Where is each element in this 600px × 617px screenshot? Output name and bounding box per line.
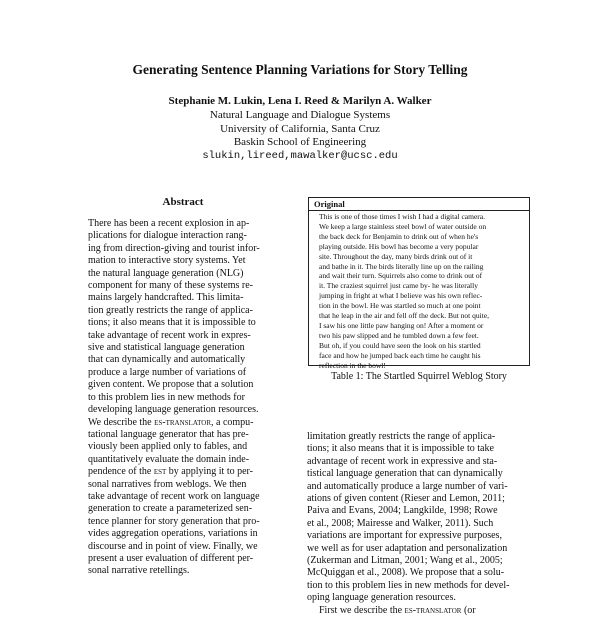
figure-line: the back deck for Benjamin to drink out of when he's xyxy=(319,231,479,241)
figure-line: jumping in fright at what I believe was his own reflec- xyxy=(319,291,483,301)
abstract-line: tion greatly restricts the range of applica- xyxy=(88,304,253,316)
figure-table xyxy=(308,197,530,370)
abstract-line: developing language generation resources. xyxy=(88,404,259,416)
figure-line: it. The craziest squirrel just came by- he was literally xyxy=(319,281,478,291)
abstract-body xyxy=(88,218,284,578)
abstract-line: quantitatively evaluate the domain inde- xyxy=(88,453,250,465)
abstract-heading: Abstract xyxy=(162,196,204,208)
affiliation-line: Baskin School of Engineering xyxy=(233,136,367,149)
abstract-line: mains largely handcrafted. This limita- xyxy=(88,292,244,304)
abstract-line: that can dynamically and automatically xyxy=(88,354,246,366)
abstract-line: mation to interactive story systems. Yet xyxy=(88,255,246,267)
abstract-line: component for many of these systems re- xyxy=(88,280,253,292)
body-line: tistical language generation that can dynamically xyxy=(307,468,503,480)
abstract-line: take advantage of recent work in expres- xyxy=(88,329,251,341)
abstract-line: sive and statistical language generation xyxy=(88,342,245,354)
body-line: limitation greatly restricts the range of applica- xyxy=(307,431,496,442)
figure-line: and wait their turn. Squirrels also come to drink out of xyxy=(319,271,483,281)
abstract-line: given content. We propose that a solution xyxy=(88,379,254,391)
body-line: ations of given content (Rieser and Lemon, 2011; xyxy=(307,493,505,505)
abstract-line: vides aggregation operations, variations in xyxy=(88,528,258,540)
abstract-line: present a user evaluation of different per- xyxy=(88,552,254,564)
figure-caption: Table 1: The Startled Squirrel Weblog Story xyxy=(331,371,507,382)
figure-line: face and how he jumped back each time he caught his xyxy=(319,350,481,360)
abstract-line: the natural language generation (NLG) xyxy=(88,267,244,279)
abstract-line: sonal narratives from weblogs. We then xyxy=(88,478,247,490)
author-names: Stephanie M. Lukin, Lena I. Reed & Marilyn A. Walker xyxy=(168,95,432,107)
abstract-line: We describe the es-translator, a compu- xyxy=(88,416,254,428)
abstract-line: tence planner for story generation that pro- xyxy=(88,515,260,527)
abstract-line: viously been applied only to fables, and xyxy=(88,441,248,453)
figure-header: Original xyxy=(309,198,529,211)
body-line: First we describe the es-translator (or xyxy=(319,604,476,616)
figure-story-text xyxy=(319,212,489,371)
body-line: Paiva and Evans, 2004; Langkilde, 1998; Rowe xyxy=(307,505,498,517)
author-block xyxy=(0,95,600,164)
figure-line: I saw his one little paw hanging on! After a moment or xyxy=(319,320,484,330)
affiliation-line: University of California, Santa Cruz xyxy=(220,122,380,135)
body-line: advantage of recent work in expressive and sta- xyxy=(307,455,498,467)
body-line: tion to this problem lies in new methods for devel- xyxy=(307,579,510,591)
body-line: oping language generation resources. xyxy=(307,592,456,604)
figure-line: two his paw slipped and he tumbled down a few feet. xyxy=(319,330,479,340)
body-text-right-column xyxy=(307,431,532,617)
figure-line: and bathe in it. The birds literally line up on the railing xyxy=(319,261,484,271)
paper-title: Generating Sentence Planning Variations for Story Telling xyxy=(132,62,468,77)
abstract-line: take advantage of recent work on language xyxy=(88,490,260,502)
author-email: slukin,lireed,mawalker@ucsc.edu xyxy=(202,150,398,163)
figure-line: This is one of those times I wish I had a digital camera. xyxy=(319,212,485,221)
abstract-line: to this problem lies in new methods for xyxy=(88,391,245,403)
abstract-line: There has been a recent explosion in ap- xyxy=(88,218,250,229)
figure-line: tion in the bowl. He was startled so much at one point xyxy=(319,301,481,311)
abstract-line: ing from direction-giving and tourist infor- xyxy=(88,242,260,254)
figure-line: We keep a large stainless steel bowl of water outside on xyxy=(319,221,487,231)
body-line: variations are important for expressive purposes, xyxy=(307,530,502,542)
affiliation-line: Natural Language and Dialogue Systems xyxy=(209,108,391,121)
abstract-line: plications for dialogue interaction rang- xyxy=(88,230,247,242)
figure-line: that he leap in the air and fell off the deck. But not quite, xyxy=(319,311,490,321)
body-line: and automatically produce a large number of vari- xyxy=(307,480,508,492)
abstract-line: generation to create a parameterized sen- xyxy=(88,503,253,515)
body-line: et al., 2008; Mairesse and Walker, 2011). Such xyxy=(307,517,494,529)
body-line: McQuiggan et al., 2008). We propose that a solu- xyxy=(307,567,505,579)
body-line: we well as for user adaptation and personalization xyxy=(307,542,508,554)
body-line: tions; it also means that it is impossible to take xyxy=(307,443,494,455)
abstract-line: produce a large number of variations of xyxy=(88,366,247,378)
abstract-line: discourse and in point of view. Finally, we xyxy=(88,540,258,552)
abstract-line: tational language generator that has pre- xyxy=(88,428,249,440)
abstract-line: sonal narrative retellings. xyxy=(88,565,190,577)
figure-line: reflection in the bowl! xyxy=(319,360,386,370)
figure-line: But oh, if you could have seen the look on his startled xyxy=(319,340,481,350)
figure-line: site. Throughout the day, many birds drink out of it xyxy=(319,251,473,261)
body-line: (Zukerman and Litman, 2001; Wang et al., 2005; xyxy=(307,555,503,567)
abstract-line: tions; it also means that it is impossible to xyxy=(88,317,256,329)
figure-line: playing outside. His bowl has become a very popular xyxy=(319,241,479,251)
abstract-line: pendence of the est by applying it to per- xyxy=(88,466,253,478)
